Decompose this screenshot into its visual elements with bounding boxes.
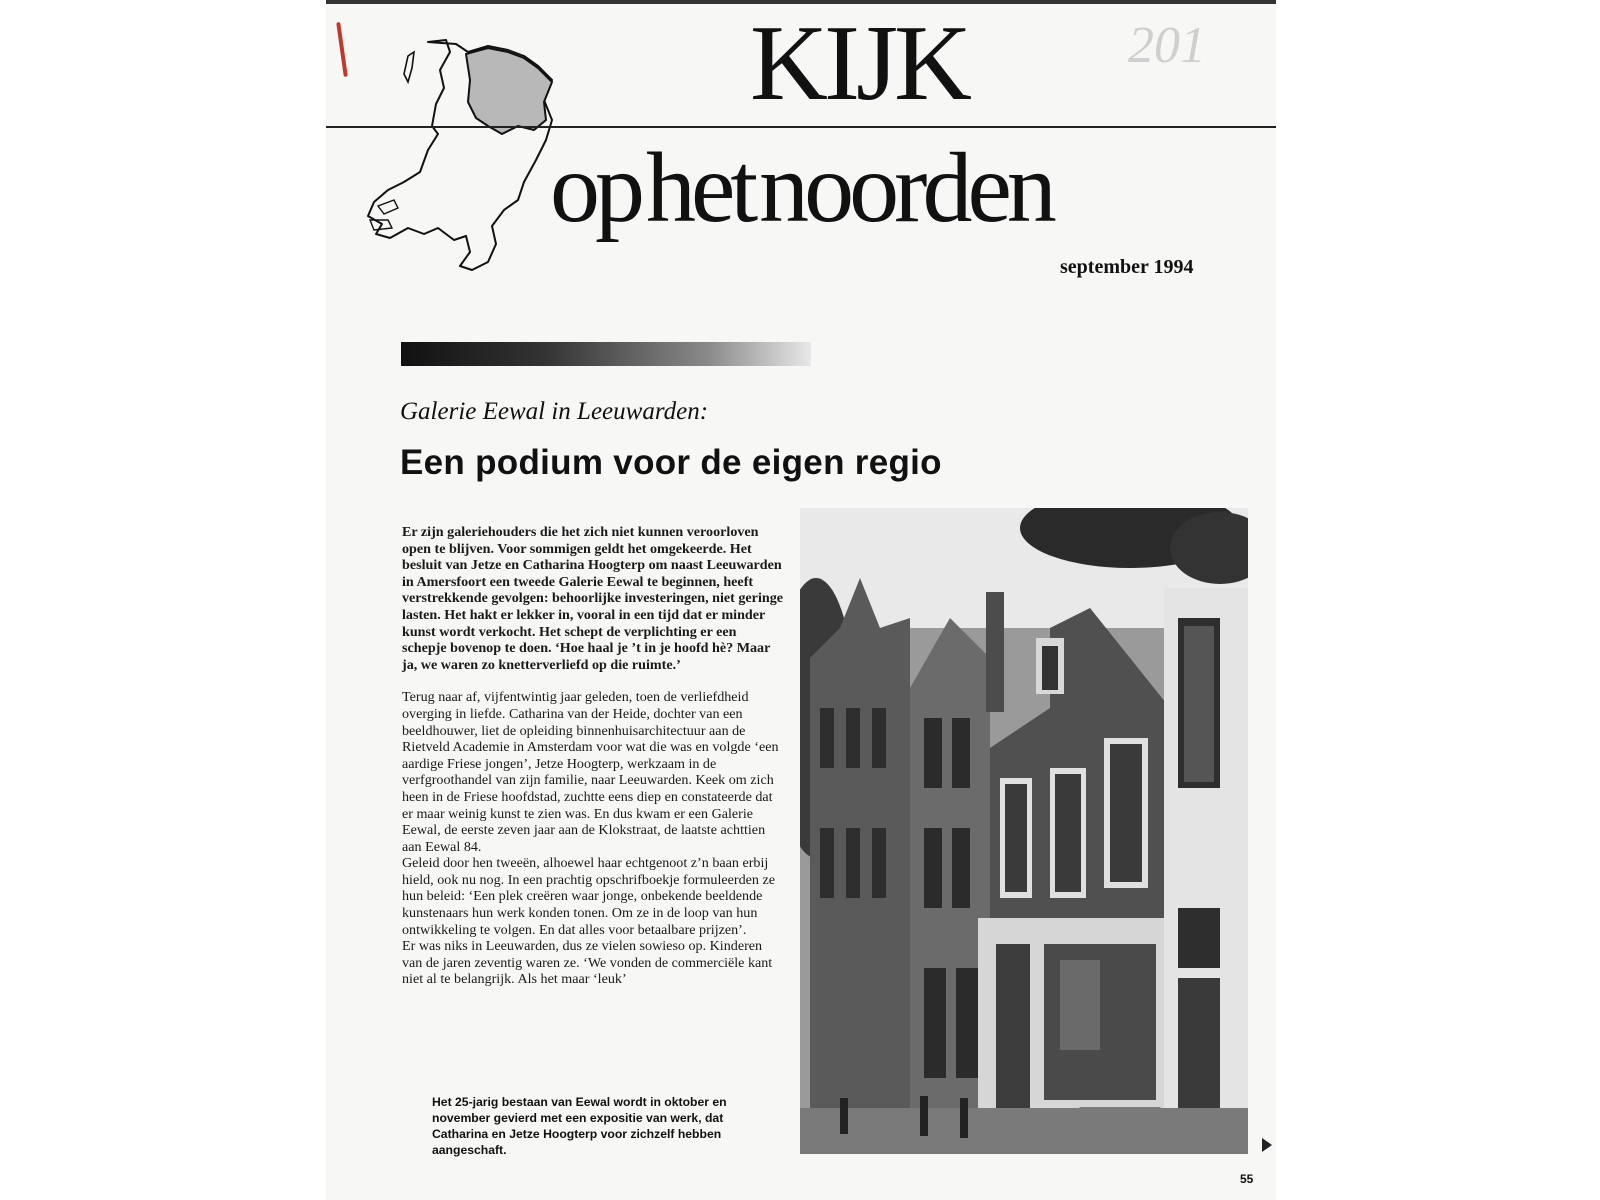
masthead-rule xyxy=(326,126,1276,128)
issue-date: september 1994 xyxy=(1060,256,1194,278)
page-number: 55 xyxy=(1240,1172,1254,1186)
triangle-right-icon xyxy=(1262,1138,1272,1152)
issue-number: 201 xyxy=(1128,17,1206,74)
article-body xyxy=(402,524,784,988)
article-paragraph: Terug naar af, vijfentwintig jaar geleden, toen de verliefdheid overging in liefde. Catharina van der Heide, dochter van een beeldhouwer, liet de opleiding binnenhuisarchitectuur aan de Rietveld Academie in Amsterdam voor wat die was en volgde ‘een aardige Friese jongen’, Jetze Hoogterp, werkzaam in de verfgroothandel van zijn familie, naar Leeuwarden. Keek om zich heen in de Friese hoofdstad, zuchtte eens diep en constateerde dat er maar weinig kunst te zien was. En dus kwam er een Galerie Eewal, de eerste zeven jaar aan de Klokstraat, de laatste achttien aan Eewal 84. xyxy=(402,689,779,855)
binder-mark xyxy=(336,22,348,77)
article-kicker: Galerie Eewal in Leeuwarden: xyxy=(400,398,709,425)
article-paragraph: Geleid door hen tweeën, alhoewel haar echtgenoot z’n baan erbij hield, ook nu nog. In een prachtig opschrifboekje formuleerden ze hun beleid: ‘Een plek creëren waar jonge, onbekende beeldende kunstenaars hun werk konden tonen. Om ze in de loop van hun ontwikkeling te volgen. En dat alles voor betaalbare prijzen’. xyxy=(402,855,775,938)
section-gradient-bar xyxy=(401,342,811,366)
article-headline: Een podium voor de eigen regio xyxy=(400,443,942,482)
article-lead: Er zijn galeriehouders die het zich niet kunnen veroorloven open te blijven. Voor sommigen geldt het omgekeerde. Het besluit van Jetze en Catharina Hoogterp om naast Leeuwarden in Amersfoort een tweede Galerie Eewal te beginnen, heeft verstrekkende gevolgen: behoorlijke investeringen, niet geringe lasten. Het hakt er lekker in, vooral in een tijd dat er minder kunst wordt verkocht. Het schept de verplichting er een schepje bovenop te doen. ‘Hoe haal je ’t in je hoofd hè? Maar ja, we waren zo knetterverliefd op die ruimte.’ xyxy=(402,524,783,673)
article-paragraph: Er was niks in Leeuwarden, dus ze vielen sowieso op. Kinderen van de jaren zeventig waren ze. ‘We vonden de commerciële kant niet al te belangrijk. Als het maar ‘leuk’ xyxy=(402,938,773,988)
photo-caption: Het 25-jarig bestaan van Eewal wordt in oktober en november gevierd met een expositie van werk, dat Catharina en Jetze Hoogterp voor zichzelf hebben aangeschaft. xyxy=(432,1095,727,1157)
masthead-subtitle: op het noorden xyxy=(550,132,1052,243)
masthead-title: KIJK xyxy=(744,10,974,118)
gallery-building-photo xyxy=(800,508,1248,1154)
magazine-page xyxy=(326,0,1276,1200)
netherlands-map-icon xyxy=(348,30,558,275)
